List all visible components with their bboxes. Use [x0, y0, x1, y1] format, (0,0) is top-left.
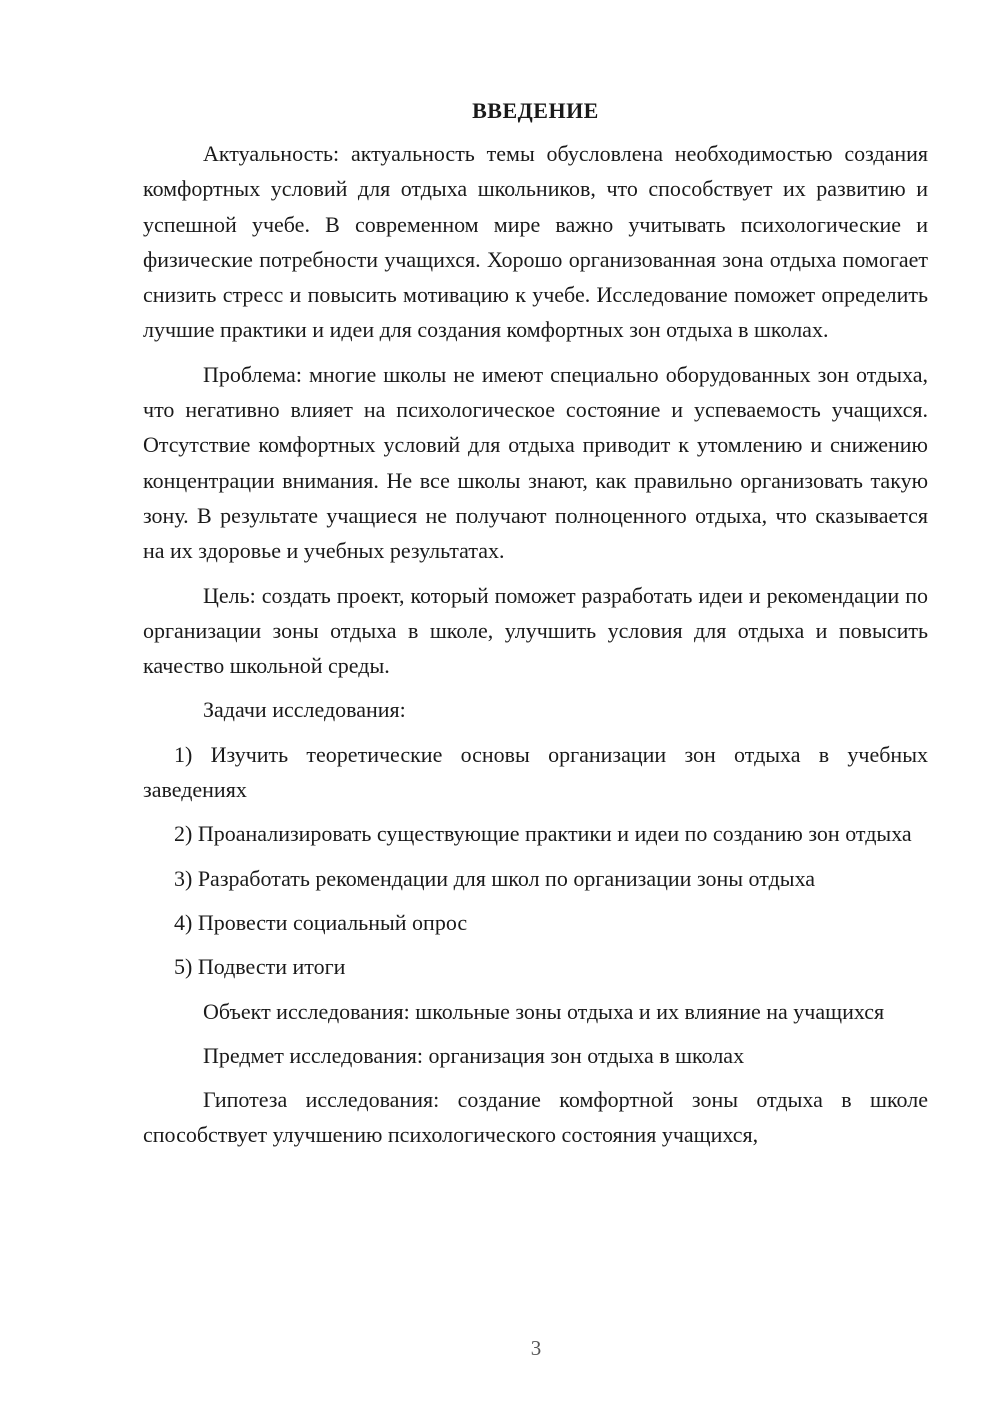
page-number: 3	[530, 1336, 542, 1360]
task-item-4: 4) Провести социальный опрос	[174, 909, 468, 935]
task-item-5: 5) Подвести итоги	[174, 954, 346, 980]
task-item-1: 1) Изучить теоретические основы организации зон отдыха в учебных заведениях	[143, 741, 928, 803]
paragraph-goal: Цель: создать проект, который поможет разработать идеи и рекомендации по организации зоны отдыха в школе, улучшить условия для отдыха и повысить качество школьной среды.	[143, 582, 928, 679]
paragraph-hypothesis: Гипотеза исследования: создание комфортной зоны отдыха в школе способствует улучшению психологического состояния учащихся,	[143, 1087, 928, 1148]
paragraph-tasks-heading: Задачи исследования:	[203, 697, 406, 723]
task-item-3: 3) Разработать рекомендации для школ по организации зоны отдыха	[174, 865, 816, 891]
page-content	[143, 93, 928, 1162]
paragraph-subject: Предмет исследования: организация зон отдыха в школах	[203, 1042, 745, 1068]
paragraph-relevance: Актуальность: актуальность темы обусловлена необходимостью создания комфортных условий для отдыха школьников, что способствует их развитию и успешной учебе. В современном мире важно учитывать психологические и физические потребности учащихся. Хорошо организованная зона отдыха помогает снизить стресс и повысить мотивацию к учебе. Исследование поможет определить лучшие практики и идеи для создания комфортных зон отдыха в школах.	[143, 141, 928, 343]
paragraph-object: Объект исследования: школьные зоны отдыха и их влияние на учащихся	[203, 998, 885, 1024]
task-item-2: 2) Проанализировать существующие практики и идеи по созданию зон отдыха	[174, 821, 912, 847]
paragraph-problem: Проблема: многие школы не имеют специально оборудованных зон отдыха, что негативно влияет на психологическое состояние и успеваемость учащихся. Отсутствие комфортных условий для отдыха приводит к утомлению и снижению концентрации внимания. Не все школы знают, как правильно организовать такую зону. В результате учащиеся не получают полноценного отдыха, что сказывается на их здоровье и учебных результатах.	[143, 361, 928, 564]
section-title: ВВЕДЕНИЕ	[472, 98, 599, 123]
